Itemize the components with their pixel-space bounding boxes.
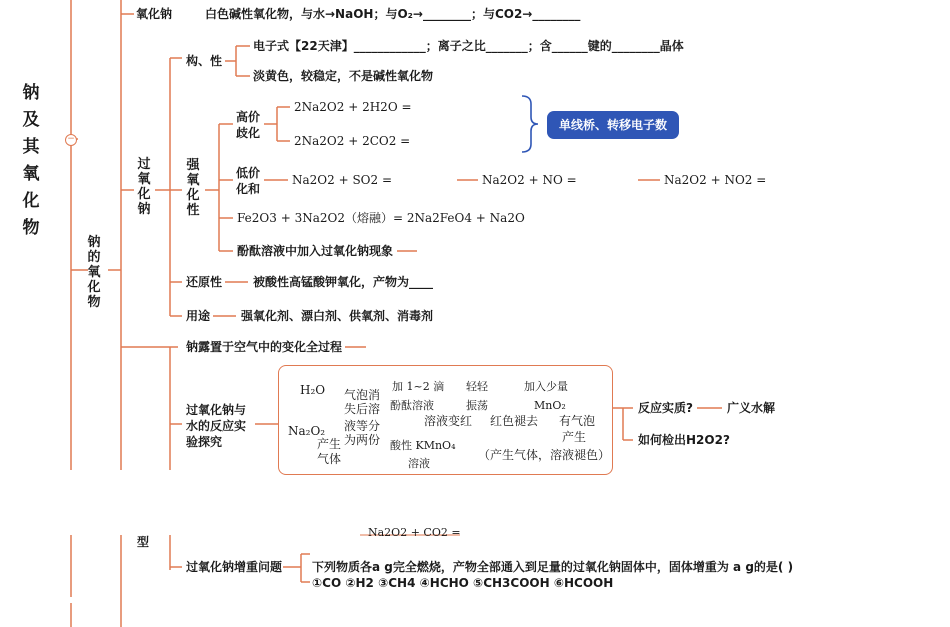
reaction-essence-question[interactable]: 反应实质? [638, 401, 693, 415]
structure-node[interactable]: 构、性 [186, 54, 223, 68]
equation-na2o2-so2: Na2O2 + SO2 = [292, 173, 393, 187]
structure-line-electron: 电子式【22天津】____________；离子之比_______；含______键的________晶体 [253, 39, 684, 53]
exp-gas-label: 产生气体 [317, 437, 342, 466]
exp-bubbles1-label: 有气泡 [559, 414, 596, 428]
weight-gain-options: ①CO ②H2 ③CH4 ④HCHO ⑤CH3COOH ⑥HCOOH [312, 576, 614, 590]
peroxide-node[interactable]: 过氧化钠 [137, 157, 151, 217]
air-exposure-node[interactable]: 钠露置于空气中的变化全过程 [186, 340, 343, 354]
partial-equation: Na2O2 + CO2 = [368, 527, 461, 536]
exp-split-label: 液等分为两份 [344, 419, 381, 447]
exp-kmno4-label: 酸性 KMnO₄ [390, 439, 456, 452]
water-experiment-node[interactable]: 过氧化钠与水的反应实验探究 [186, 403, 247, 449]
high-valence-node[interactable]: 高价歧化 [236, 110, 261, 140]
electron-transfer-pill[interactable]: 单线桥、转移电子数 [547, 111, 679, 139]
exp-red-fades-label: 红色褪去 [490, 414, 539, 428]
equation-na2o2-no: Na2O2 + NO = [482, 173, 577, 187]
structure-line-property: 淡黄色，较稳定，不是碱性氧化物 [253, 69, 434, 83]
exp-turns-red-label: 溶液变红 [424, 414, 473, 428]
reducing-description: 被酸性高锰酸钾氧化，产物为____ [253, 275, 434, 289]
na2o-description: 白色碱性氧化物，与水→NaOH；与O₂→________；与CO2→________ [205, 7, 581, 21]
exp-bubbles2-label: 产生 [562, 430, 587, 444]
detect-h2o2-question[interactable]: 如何检出H2O2? [638, 433, 730, 447]
weight-gain-question: 下列物质各a g完全燃烧，产物全部通入到足量的过氧化钠固体中，固体增重为 a g的是( ) [312, 560, 794, 574]
reaction-essence-answer: 广义水解 [727, 401, 776, 415]
uses-description: 强氧化剂、漂白剂、供氧剂、消毒剂 [241, 309, 434, 323]
exp-phenol-label: 酚酞溶液 [390, 399, 434, 412]
exp-na2o2-label: Na₂O₂ [288, 424, 326, 438]
exp-shake1-label: 轻轻 [466, 380, 488, 393]
exp-add-drops-label: 加 1~2 滴 [392, 380, 445, 393]
oxidizing-node[interactable]: 强氧化性 [186, 158, 200, 218]
uses-node[interactable]: 用途 [186, 309, 211, 323]
sodium-oxides-node[interactable]: 钠的氧化物 [87, 235, 101, 310]
exp-mno2-label: MnO₂ [534, 399, 566, 412]
weight-gain-node[interactable]: 过氧化钠增重问题 [186, 560, 283, 574]
exp-h2o-label: H₂O [300, 383, 326, 397]
exp-result2-label: （产生气体，溶液褪色） [478, 448, 611, 462]
na2o-node[interactable]: 氧化钠 [136, 7, 173, 21]
exp-shake2-label: 振荡 [466, 399, 488, 412]
exp-bubbles-label: 气泡消失后溶 [344, 388, 381, 416]
partial-type-label: 型 [137, 535, 150, 549]
low-valence-node[interactable]: 低价化和 [236, 166, 261, 196]
equation-fe2o3-melt: Fe2O3 + 3Na2O2（熔融）= 2Na2FeO4 + Na2O [237, 211, 525, 225]
reducing-node[interactable]: 还原性 [186, 275, 223, 289]
equation-na2o2-h2o: 2Na2O2 + 2H2O = [294, 100, 412, 114]
root-title: 钠及其氧化物 [22, 83, 40, 238]
exp-solution-label: 溶液 [408, 457, 430, 470]
phenolphthalein-phenomenon: 酚酞溶液中加入过氧化钠现象 [237, 244, 394, 258]
equation-na2o2-no2: Na2O2 + NO2 = [664, 173, 767, 187]
exp-add-little-label: 加入少量 [524, 380, 568, 393]
equation-na2o2-co2: 2Na2O2 + 2CO2 = [294, 134, 411, 148]
collapse-toggle-icon[interactable]: − [65, 134, 77, 146]
